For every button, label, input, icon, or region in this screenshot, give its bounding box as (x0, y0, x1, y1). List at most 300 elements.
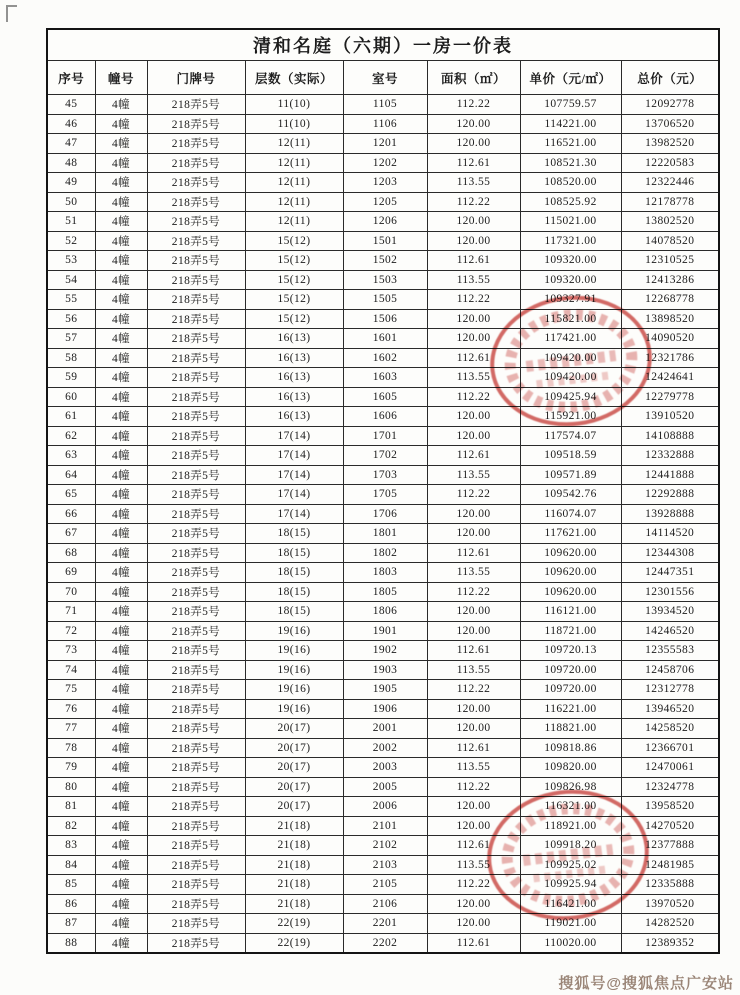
cell: 12268778 (621, 290, 719, 310)
column-header-floor: 层数（实际） (245, 61, 343, 95)
cell: 107759.57 (520, 95, 621, 115)
cell: 12(11) (245, 134, 343, 154)
cell: 2003 (343, 758, 427, 778)
cell: 4幢 (95, 933, 147, 953)
cell: 218弄5号 (147, 309, 245, 329)
table-row (47, 836, 719, 856)
cell: 218弄5号 (147, 270, 245, 290)
header-row (47, 61, 719, 95)
watermark: 搜狐号@搜狐焦点广安站 (558, 975, 734, 992)
table-row (47, 524, 719, 544)
cell: 22(19) (245, 914, 343, 934)
table-row (47, 290, 719, 310)
cell: 1905 (343, 680, 427, 700)
cell: 1902 (343, 641, 427, 661)
cell: 1602 (343, 348, 427, 368)
cell: 1701 (343, 426, 427, 446)
cell: 112.61 (427, 543, 520, 563)
table-row (47, 719, 719, 739)
cell: 17(14) (245, 485, 343, 505)
cell: 218弄5号 (147, 582, 245, 602)
cell: 120.00 (427, 602, 520, 622)
cell: 218弄5号 (147, 914, 245, 934)
cell: 4幢 (95, 738, 147, 758)
cell: 113.55 (427, 465, 520, 485)
cell: 12355583 (621, 641, 719, 661)
cell: 116221.00 (520, 699, 621, 719)
cell: 108520.00 (520, 173, 621, 193)
cell: 13934520 (621, 602, 719, 622)
column-header-total-price: 总价（元） (621, 61, 719, 95)
cell: 2103 (343, 855, 427, 875)
cell: 49 (47, 173, 95, 193)
cell: 4幢 (95, 680, 147, 700)
cell: 4幢 (95, 836, 147, 856)
cell: 72 (47, 621, 95, 641)
page-title: 清和名庭（六期）一房一价表 (47, 29, 719, 61)
cell: 117321.00 (520, 231, 621, 251)
cell: 17(14) (245, 446, 343, 466)
cell: 120.00 (427, 134, 520, 154)
cell: 1506 (343, 309, 427, 329)
scan-artifact (6, 5, 17, 22)
cell: 17(14) (245, 426, 343, 446)
cell: 4幢 (95, 602, 147, 622)
table-row (47, 485, 719, 505)
table-row (47, 797, 719, 817)
cell: 108525.92 (520, 192, 621, 212)
cell: 60 (47, 387, 95, 407)
cell: 82 (47, 816, 95, 836)
cell: 113.55 (427, 758, 520, 778)
cell: 14108888 (621, 426, 719, 446)
cell: 109818.86 (520, 738, 621, 758)
cell: 13910520 (621, 407, 719, 427)
table-row (47, 446, 719, 466)
cell: 116074.07 (520, 504, 621, 524)
cell: 1106 (343, 114, 427, 134)
cell: 218弄5号 (147, 621, 245, 641)
cell: 218弄5号 (147, 329, 245, 349)
cell: 1505 (343, 290, 427, 310)
cell: 47 (47, 134, 95, 154)
cell: 12447351 (621, 563, 719, 583)
cell: 4幢 (95, 192, 147, 212)
cell: 59 (47, 368, 95, 388)
cell: 12470061 (621, 758, 719, 778)
cell: 1203 (343, 173, 427, 193)
cell: 18(15) (245, 582, 343, 602)
cell: 109542.76 (520, 485, 621, 505)
cell: 2106 (343, 894, 427, 914)
cell: 12481985 (621, 855, 719, 875)
table-row (47, 816, 719, 836)
cell: 17(14) (245, 465, 343, 485)
cell: 120.00 (427, 407, 520, 427)
cell: 15(12) (245, 270, 343, 290)
cell: 18(15) (245, 543, 343, 563)
cell: 4幢 (95, 758, 147, 778)
cell: 109925.94 (520, 875, 621, 895)
cell: 218弄5号 (147, 231, 245, 251)
cell: 218弄5号 (147, 836, 245, 856)
cell: 112.22 (427, 387, 520, 407)
cell: 12279778 (621, 387, 719, 407)
cell: 48 (47, 153, 95, 173)
cell: 218弄5号 (147, 602, 245, 622)
cell: 119021.00 (520, 914, 621, 934)
cell: 1706 (343, 504, 427, 524)
cell: 14078520 (621, 231, 719, 251)
cell: 69 (47, 563, 95, 583)
cell: 4幢 (95, 894, 147, 914)
cell: 120.00 (427, 426, 520, 446)
cell: 1901 (343, 621, 427, 641)
cell: 76 (47, 699, 95, 719)
cell: 12424641 (621, 368, 719, 388)
cell: 4幢 (95, 621, 147, 641)
cell: 4幢 (95, 173, 147, 193)
cell: 17(14) (245, 504, 343, 524)
cell: 120.00 (427, 797, 520, 817)
cell: 117574.07 (520, 426, 621, 446)
cell: 46 (47, 114, 95, 134)
cell: 110020.00 (520, 933, 621, 953)
cell: 218弄5号 (147, 797, 245, 817)
cell: 218弄5号 (147, 543, 245, 563)
table-row (47, 114, 719, 134)
cell: 1806 (343, 602, 427, 622)
cell: 4幢 (95, 231, 147, 251)
cell: 18(15) (245, 524, 343, 544)
table-row (47, 582, 719, 602)
column-header-unit-price: 单价（元/㎡） (520, 61, 621, 95)
cell: 83 (47, 836, 95, 856)
table-row (47, 368, 719, 388)
cell: 19(16) (245, 680, 343, 700)
cell: 114221.00 (520, 114, 621, 134)
cell: 1703 (343, 465, 427, 485)
cell: 2006 (343, 797, 427, 817)
cell: 81 (47, 797, 95, 817)
cell: 218弄5号 (147, 719, 245, 739)
cell: 78 (47, 738, 95, 758)
cell: 113.55 (427, 855, 520, 875)
cell: 120.00 (427, 212, 520, 232)
cell: 218弄5号 (147, 738, 245, 758)
cell: 120.00 (427, 524, 520, 544)
cell: 4幢 (95, 114, 147, 134)
cell: 13970520 (621, 894, 719, 914)
cell: 12310525 (621, 251, 719, 271)
cell: 218弄5号 (147, 758, 245, 778)
cell: 12092778 (621, 95, 719, 115)
table-row (47, 660, 719, 680)
cell: 20(17) (245, 738, 343, 758)
cell: 109320.00 (520, 270, 621, 290)
cell: 109620.00 (520, 582, 621, 602)
cell: 218弄5号 (147, 777, 245, 797)
cell: 117621.00 (520, 524, 621, 544)
cell: 120.00 (427, 621, 520, 641)
cell: 1205 (343, 192, 427, 212)
cell: 15(12) (245, 231, 343, 251)
cell: 4幢 (95, 134, 147, 154)
cell: 218弄5号 (147, 894, 245, 914)
cell: 109420.00 (520, 368, 621, 388)
price-table (46, 28, 720, 954)
cell: 112.22 (427, 777, 520, 797)
cell: 218弄5号 (147, 212, 245, 232)
table-row (47, 95, 719, 115)
column-header-index: 序号 (47, 61, 95, 95)
cell: 2201 (343, 914, 427, 934)
cell: 218弄5号 (147, 368, 245, 388)
cell: 4幢 (95, 719, 147, 739)
cell: 1503 (343, 270, 427, 290)
cell: 109720.00 (520, 660, 621, 680)
cell: 113.55 (427, 270, 520, 290)
cell: 12366701 (621, 738, 719, 758)
cell: 120.00 (427, 816, 520, 836)
cell: 14246520 (621, 621, 719, 641)
cell: 12332888 (621, 446, 719, 466)
cell: 112.61 (427, 836, 520, 856)
cell: 20(17) (245, 777, 343, 797)
cell: 120.00 (427, 894, 520, 914)
cell: 14114520 (621, 524, 719, 544)
cell: 22(19) (245, 933, 343, 953)
cell: 4幢 (95, 855, 147, 875)
cell: 116521.00 (520, 134, 621, 154)
cell: 113.55 (427, 173, 520, 193)
cell: 109425.94 (520, 387, 621, 407)
cell: 66 (47, 504, 95, 524)
cell: 4幢 (95, 309, 147, 329)
cell: 12322446 (621, 173, 719, 193)
cell: 112.22 (427, 290, 520, 310)
cell: 117421.00 (520, 329, 621, 349)
cell: 109620.00 (520, 563, 621, 583)
cell: 109720.13 (520, 641, 621, 661)
table-row (47, 426, 719, 446)
table-row (47, 699, 719, 719)
price-table-body (47, 95, 719, 954)
cell: 109420.00 (520, 348, 621, 368)
cell: 2105 (343, 875, 427, 895)
cell: 112.61 (427, 348, 520, 368)
cell: 4幢 (95, 563, 147, 583)
cell: 16(13) (245, 387, 343, 407)
table-row (47, 192, 719, 212)
cell: 77 (47, 719, 95, 739)
cell: 4幢 (95, 368, 147, 388)
cell: 109518.59 (520, 446, 621, 466)
cell: 12344308 (621, 543, 719, 563)
cell: 53 (47, 251, 95, 271)
cell: 109918.20 (520, 836, 621, 856)
cell: 109826.98 (520, 777, 621, 797)
cell: 85 (47, 875, 95, 895)
cell: 218弄5号 (147, 563, 245, 583)
table-row (47, 348, 719, 368)
table-row (47, 621, 719, 641)
cell: 116421.00 (520, 894, 621, 914)
cell: 2102 (343, 836, 427, 856)
cell: 109571.89 (520, 465, 621, 485)
cell: 16(13) (245, 368, 343, 388)
cell: 218弄5号 (147, 680, 245, 700)
cell: 86 (47, 894, 95, 914)
cell: 4幢 (95, 153, 147, 173)
cell: 120.00 (427, 114, 520, 134)
cell: 68 (47, 543, 95, 563)
cell: 1801 (343, 524, 427, 544)
cell: 112.22 (427, 95, 520, 115)
cell: 52 (47, 231, 95, 251)
cell: 18(15) (245, 563, 343, 583)
cell: 12301556 (621, 582, 719, 602)
cell: 70 (47, 582, 95, 602)
cell: 50 (47, 192, 95, 212)
cell: 218弄5号 (147, 485, 245, 505)
cell: 1802 (343, 543, 427, 563)
cell: 109620.00 (520, 543, 621, 563)
cell: 12312778 (621, 680, 719, 700)
cell: 218弄5号 (147, 855, 245, 875)
cell: 115021.00 (520, 212, 621, 232)
table-row (47, 231, 719, 251)
cell: 12324778 (621, 777, 719, 797)
cell: 1805 (343, 582, 427, 602)
cell: 19(16) (245, 660, 343, 680)
cell: 218弄5号 (147, 251, 245, 271)
cell: 21(18) (245, 894, 343, 914)
cell: 218弄5号 (147, 134, 245, 154)
cell: 4幢 (95, 290, 147, 310)
cell: 1201 (343, 134, 427, 154)
table-row (47, 933, 719, 953)
cell: 218弄5号 (147, 114, 245, 134)
table-row (47, 329, 719, 349)
cell: 21(18) (245, 836, 343, 856)
cell: 4幢 (95, 816, 147, 836)
cell: 113.55 (427, 660, 520, 680)
cell: 14282520 (621, 914, 719, 934)
cell: 54 (47, 270, 95, 290)
cell: 11(10) (245, 114, 343, 134)
cell: 4幢 (95, 348, 147, 368)
cell: 15(12) (245, 309, 343, 329)
table-row (47, 504, 719, 524)
cell: 108521.30 (520, 153, 621, 173)
cell: 120.00 (427, 309, 520, 329)
cell: 218弄5号 (147, 426, 245, 446)
table-row (47, 407, 719, 427)
cell: 115921.00 (520, 407, 621, 427)
cell: 218弄5号 (147, 504, 245, 524)
cell: 4幢 (95, 387, 147, 407)
cell: 112.61 (427, 153, 520, 173)
cell: 120.00 (427, 914, 520, 934)
cell: 112.22 (427, 680, 520, 700)
cell: 218弄5号 (147, 153, 245, 173)
cell: 1603 (343, 368, 427, 388)
cell: 120.00 (427, 504, 520, 524)
cell: 1105 (343, 95, 427, 115)
cell: 13802520 (621, 212, 719, 232)
cell: 218弄5号 (147, 192, 245, 212)
cell: 55 (47, 290, 95, 310)
cell: 109925.02 (520, 855, 621, 875)
table-row (47, 602, 719, 622)
cell: 13898520 (621, 309, 719, 329)
cell: 112.61 (427, 933, 520, 953)
table-row (47, 251, 719, 271)
cell: 79 (47, 758, 95, 778)
cell: 4幢 (95, 875, 147, 895)
cell: 120.00 (427, 231, 520, 251)
cell: 20(17) (245, 719, 343, 739)
cell: 218弄5号 (147, 524, 245, 544)
cell: 115821.00 (520, 309, 621, 329)
cell: 109320.00 (520, 251, 621, 271)
title-row (47, 29, 719, 61)
cell: 13946520 (621, 699, 719, 719)
table-row (47, 758, 719, 778)
table-row (47, 680, 719, 700)
cell: 74 (47, 660, 95, 680)
cell: 112.61 (427, 641, 520, 661)
cell: 4幢 (95, 407, 147, 427)
cell: 63 (47, 446, 95, 466)
cell: 84 (47, 855, 95, 875)
cell: 116121.00 (520, 602, 621, 622)
cell: 116321.00 (520, 797, 621, 817)
cell: 4幢 (95, 914, 147, 934)
cell: 58 (47, 348, 95, 368)
cell: 75 (47, 680, 95, 700)
cell: 4幢 (95, 446, 147, 466)
cell: 112.61 (427, 738, 520, 758)
cell: 4幢 (95, 270, 147, 290)
cell: 1903 (343, 660, 427, 680)
table-row (47, 894, 719, 914)
cell: 12413286 (621, 270, 719, 290)
cell: 4幢 (95, 426, 147, 446)
column-header-room: 室号 (343, 61, 427, 95)
cell: 1702 (343, 446, 427, 466)
cell: 4幢 (95, 485, 147, 505)
cell: 109327.91 (520, 290, 621, 310)
cell: 109820.00 (520, 758, 621, 778)
cell: 20(17) (245, 797, 343, 817)
cell: 1202 (343, 153, 427, 173)
cell: 13928888 (621, 504, 719, 524)
cell: 218弄5号 (147, 933, 245, 953)
cell: 109720.00 (520, 680, 621, 700)
cell: 12321786 (621, 348, 719, 368)
table-row (47, 212, 719, 232)
cell: 65 (47, 485, 95, 505)
cell: 73 (47, 641, 95, 661)
cell: 112.61 (427, 446, 520, 466)
cell: 45 (47, 95, 95, 115)
cell: 12441888 (621, 465, 719, 485)
table-row (47, 134, 719, 154)
cell: 15(12) (245, 290, 343, 310)
cell: 1605 (343, 387, 427, 407)
